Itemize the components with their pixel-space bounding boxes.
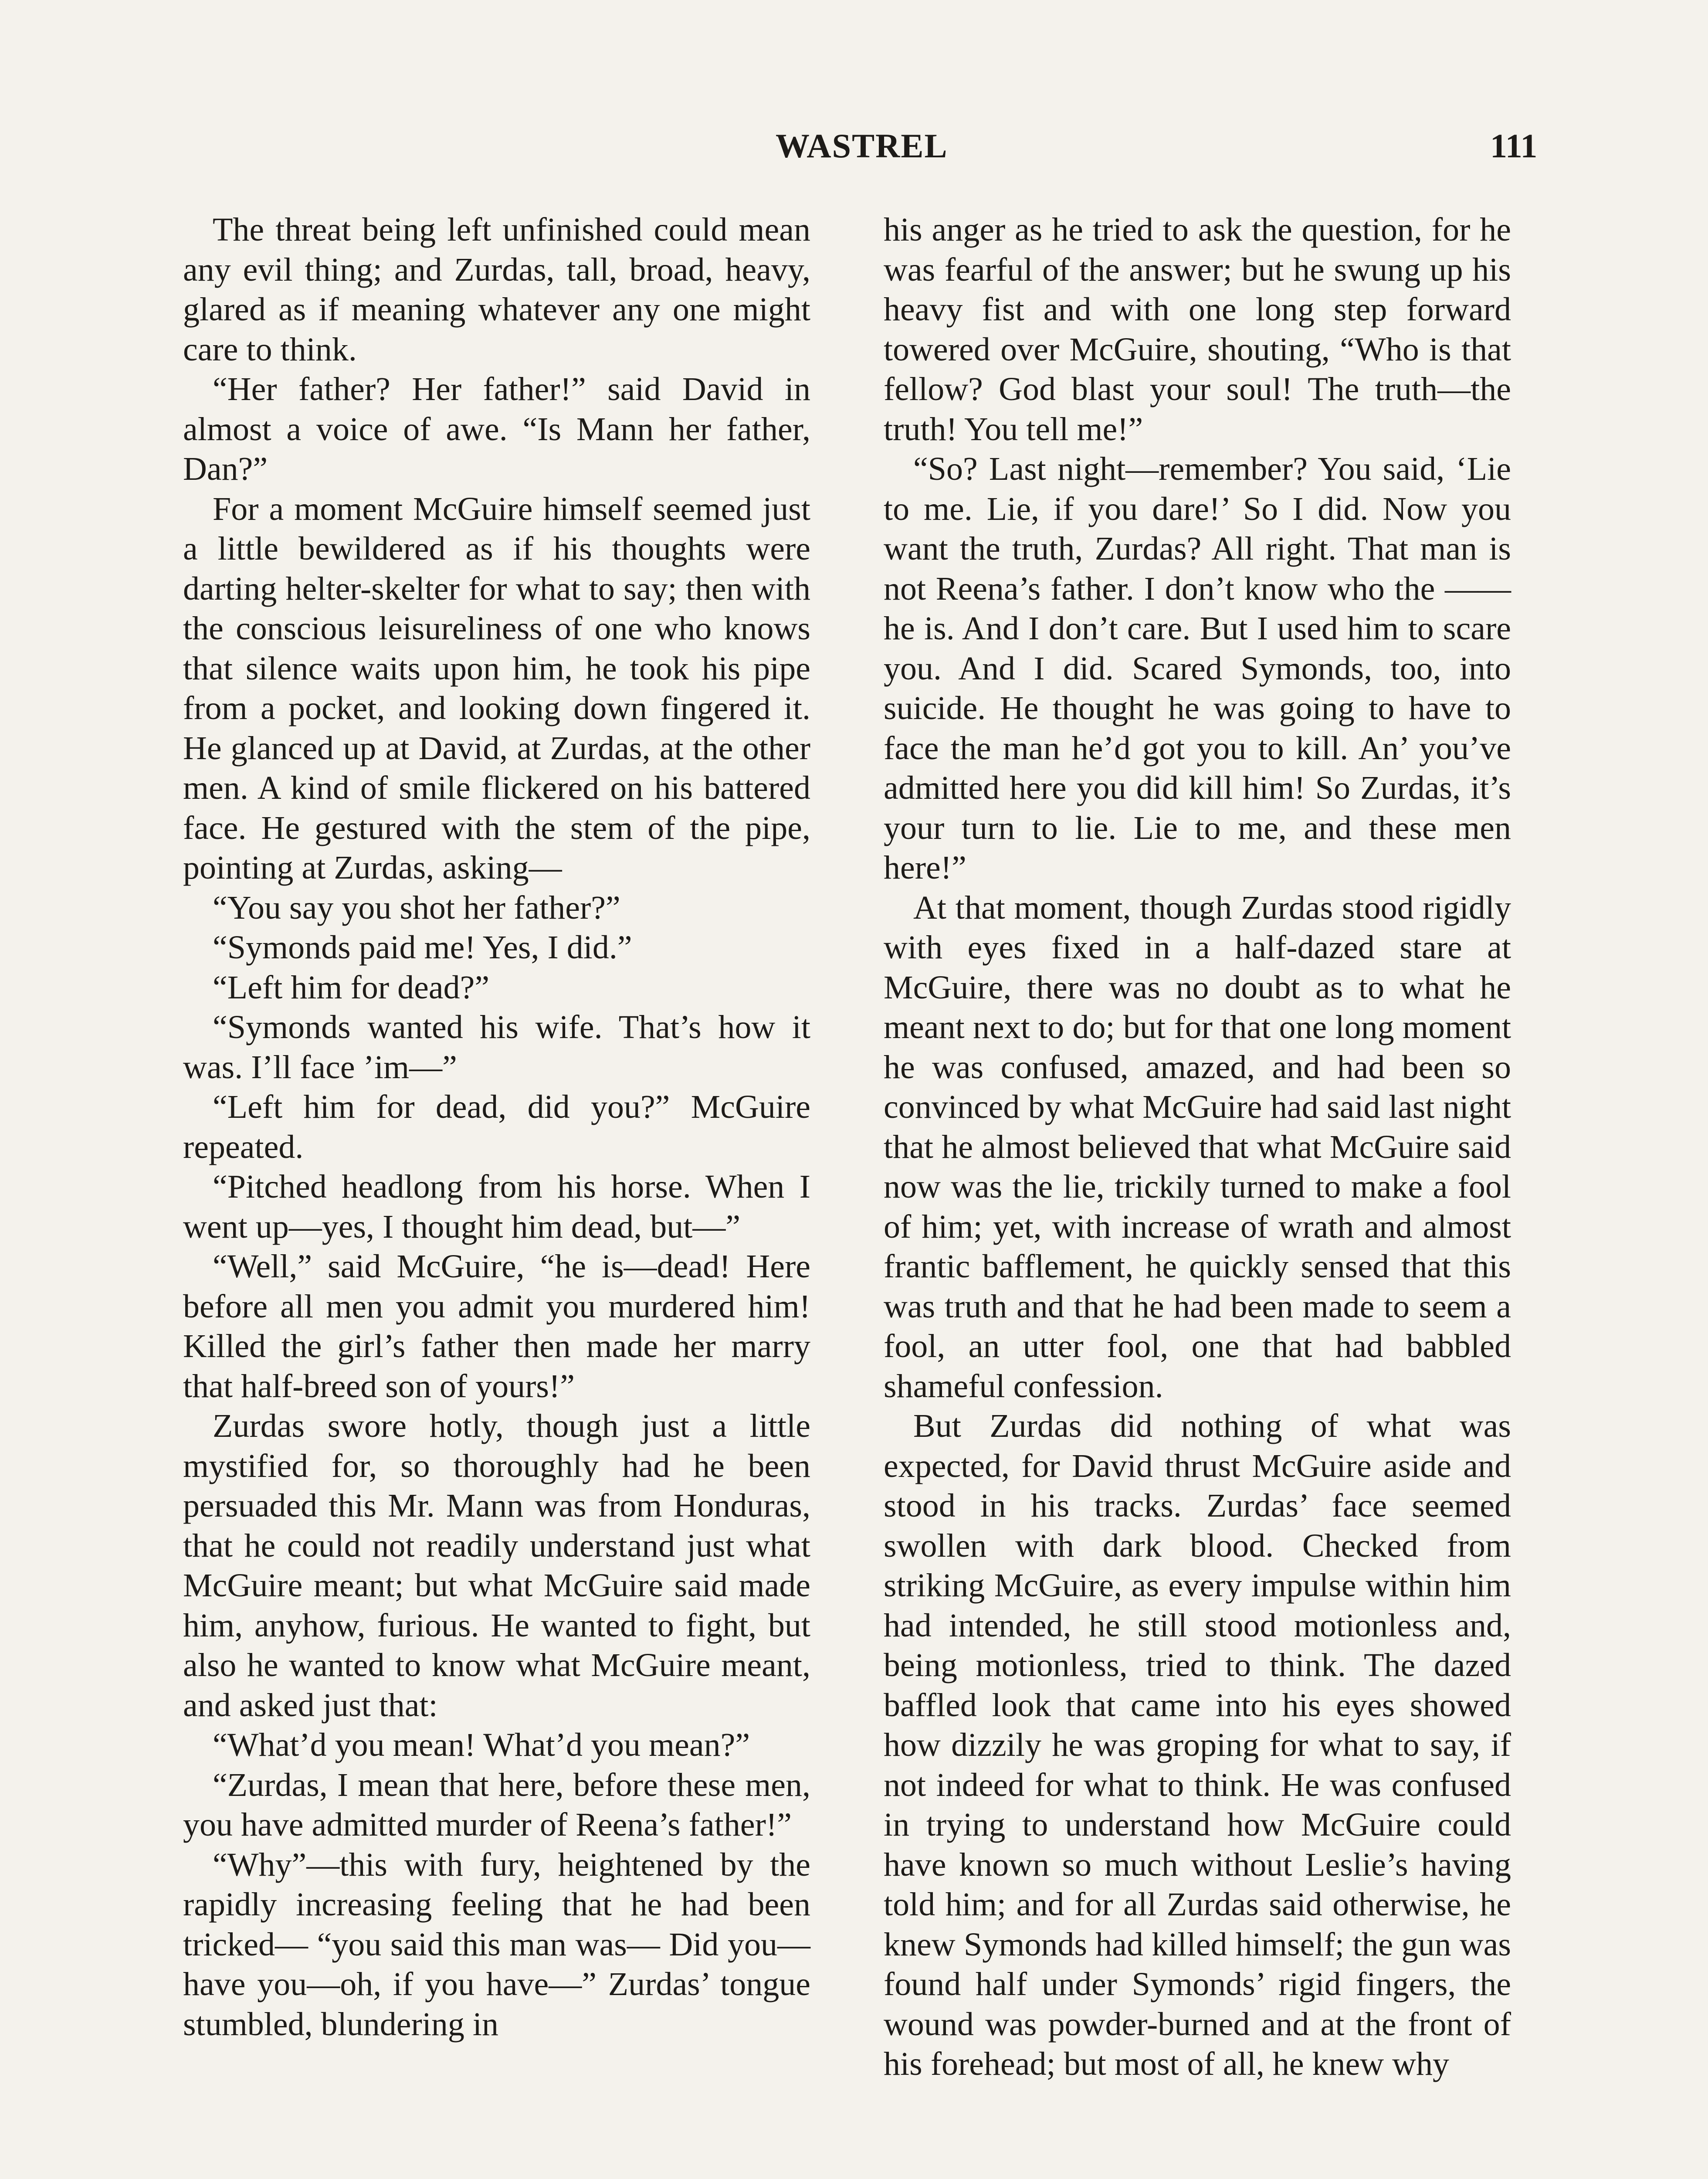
paragraph: “So? Last night—remember? You said, ‘Lie to me. Lie, if you dare!’ So I did. Now you want the truth, Zurdas? All right. That man is not Reena’s father. I don’t know who the —— he is. And I don’t care. But I used him to scare you. And I did. Scared Symonds, too, into suicide. He thought he was going to have to face the man he’d got you to kill. An’ you’ve admitted here you did kill him! So Zurdas, it’s your turn to lie. Lie to me, and these men here!” [884,451,1511,886]
paragraph-continuation: his anger as he tried to ask the question, for he was fearful of the answer; but he swung up his heavy fist and with one long step forward towered over McGuire, shouting, “Who is that fellow? God blast your soul! The truth—the truth! You tell me!” [884,211,1511,448]
running-head [0,122,1708,174]
paragraph: “Symonds wanted his wife. That’s how it was. I’ll face ’im—” [183,1009,810,1086]
paragraph: “Her father? Her father!” said David in almost a voice of awe. “Is Mann her father, Dan?” [183,371,810,487]
paragraph: “Pitched headlong from his horse. When I went up—yes, I thought him dead, but—” [183,1168,810,1245]
paragraph: “Why”—this with fury, heightened by the rapidly increasing feeling that he had been tricked— “you said this man was— Did you—have you—oh, if you have—” Zurdas’ tongue stumbled, blundering in [183,1846,810,2043]
paragraph: For a moment McGuire himself seemed just a little bewildered as if his thoughts were darting helter-skelter for what to say; then with the conscious leisureliness of one who knows that silence waits upon him, he took his pipe from a pocket, and looking down fingered it. He glanced up at David, at Zurdas, at the other men. A kind of smile flickered on his battered face. He gestured with the stem of the pipe, pointing at Zurdas, asking— [183,490,810,886]
page-number: 111 [1490,127,1538,165]
paragraph: “Left him for dead, did you?” McGuire repeated. [183,1089,810,1165]
paragraph: “Symonds paid me! Yes, I did.” [213,929,632,966]
paragraph: “Well,” said McGuire, “he is—dead! Here before all men you admit you murdered him! Killed the girl’s father then made her marry that half-breed son of yours!” [183,1248,810,1405]
paragraph: The threat being left unfinished could mean any evil thing; and Zurdas, tall, broad, heavy, glared as if meaning whatever any one might care to think. [183,211,810,368]
right-column [884,210,1511,2084]
paragraph: “You say you shot her father?” [213,889,620,926]
paragraph: “Zurdas, I mean that here, before these men, you have admitted murder of Reena’s father!” [183,1766,810,1843]
running-title: WASTREL [776,127,948,165]
left-column [183,210,810,2044]
paragraph: “What’d you mean! What’d you mean?” [213,1727,750,1763]
paragraph: But Zurdas did nothing of what was expected, for David thrust McGuire aside and stood in his tracks. Zurdas’ face seemed swollen with dark blood. Checked from striking McGuire, as every impulse within him had intended, he still stood motionless and, being motionless, tried to think. The dazed baffled look that came into his eyes showed how dizzily he was groping for what to say, if not indeed for what to think. He was confused in trying to understand how McGuire could have known so much without Leslie’s having told him; and for all Zurdas said otherwise, he knew Symonds had killed himself; the gun was found half under Symonds’ rigid fingers, the wound was powder-burned and at the front of his forehead; but most of all, he knew why [884,1408,1511,2082]
paragraph: At that moment, though Zurdas stood rigidly with eyes fixed in a half-dazed stare at McGuire, there was no doubt as to what he meant next to do; but for that one long moment he was confused, amazed, and had been so convinced by what McGuire had said last night that he almost believed that what McGuire said now was the lie, trickily turned to make a fool of him; yet, with increase of wrath and almost frantic bafflement, he quickly sensed that this was truth and that he had been made to seem a fool, an utter fool, one that had babbled shameful confession. [884,889,1511,1405]
paragraph: Zurdas swore hotly, though just a little mystified for, so thoroughly had he been persuaded this Mr. Mann was from Honduras, that he could not readily understand just what McGuire meant; but what McGuire said made him, anyhow, furious. He wanted to fight, but also he wanted to know what McGuire meant, and asked just that: [183,1408,810,1724]
paragraph: “Left him for dead?” [213,969,490,1006]
